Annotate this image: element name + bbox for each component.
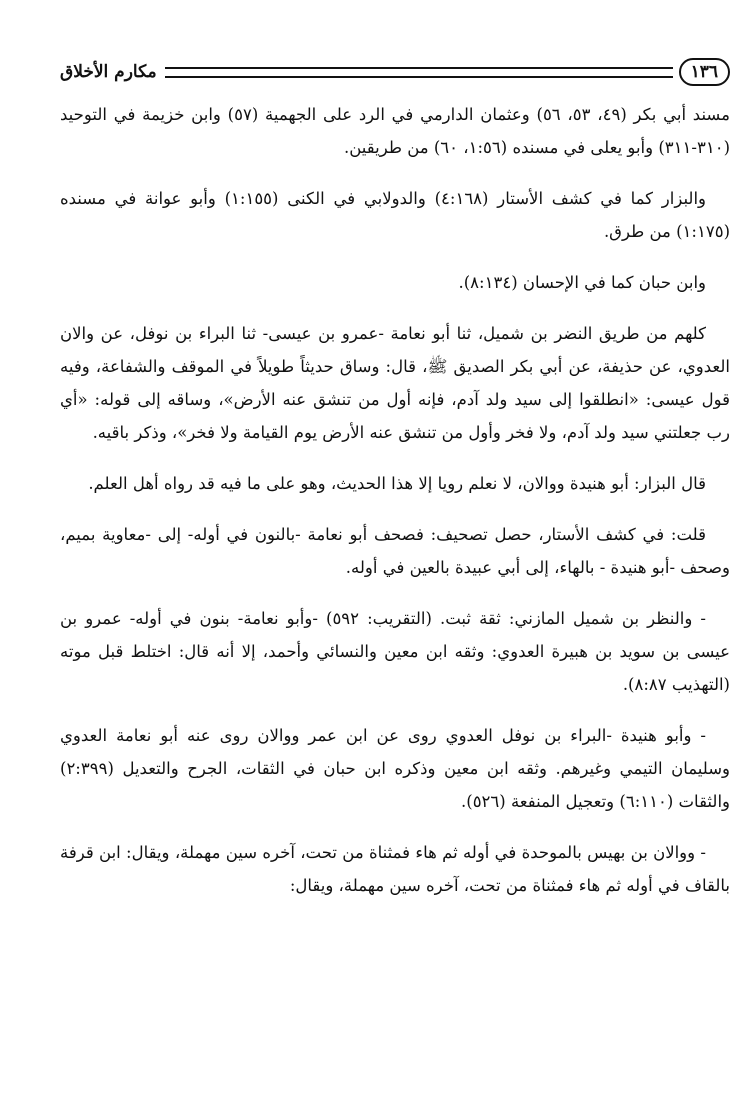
paragraph-8: - وأبو هنيدة -البراء بن نوفل العدوي روى عن ابن عمر ووالان روى عنه أبو نعامة العدوي وسليمان التيمي وغيرهم. وثقه ابن معين وذكره ابن حبان في الثقات، الجرح والتعديل (٢:٣٩٩) والثقات (٦:١١٠) وتعجيل المنفعة (٥٢٦). bbox=[60, 726, 730, 811]
paragraph-9: - ووالان بن بهيس بالموحدة في أوله ثم هاء فمثناة من تحت، آخره سين مهملة، ويقال: ابن قرفة بالقاف في أوله ثم هاء فمثناة من تحت، آخره سين مهملة، ويقال: bbox=[60, 843, 730, 895]
paragraph-6: قلت: في كشف الأستار، حصل تصحيف: فصحف أبو نعامة -بالنون في أوله- إلى -معاوية بميم، وصحف -أبو هنيدة - بالهاء، إلى أبي عبيدة بالعين في أوله. bbox=[60, 525, 730, 577]
page-header bbox=[60, 52, 730, 92]
paragraph-1: مسند أبي بكر (٤٩، ٥٣، ٥٦) وعثمان الدارمي في الرد على الجهمية (٥٧) وابن خزيمة في التوحيد (٣١٠-٣١١) وأبو يعلى في مسنده (١:٥٦، ٦٠) من طريقين. bbox=[60, 105, 730, 157]
paragraph-7: - والنظر بن شميل المازني: ثقة ثبت. (التقريب: ٥٩٢) -وأبو نعامة- بنون في أوله- عمرو بن عيسى بن سويد بن هبيرة العدوي: وثقه ابن معين والنسائي وأحمد، إلا أنه قال: اختلط قبل موته (التهذيب ٨:٨٧). bbox=[60, 609, 730, 694]
paragraph-5: قال البزار: أبو هنيدة ووالان، لا نعلم رويا إلا هذا الحديث، وهو على ما فيه قد رواه أهل العلم. bbox=[88, 474, 706, 493]
paragraph-2: والبزار كما في كشف الأستار (٤:١٦٨) والدولابي في الكنى (١:١٥٥) وأبو عوانة في مسنده (١:١٧٥) من طرق. bbox=[60, 189, 730, 241]
page-body bbox=[60, 98, 730, 902]
paragraph-3: وابن حبان كما في الإحسان (٨:١٣٤). bbox=[458, 273, 706, 292]
page-number: ١٣٦ bbox=[679, 58, 730, 86]
running-title: مكارم الأخلاق bbox=[60, 62, 157, 82]
header-double-rule bbox=[165, 67, 673, 78]
paragraph-4: كلهم من طريق النضر بن شميل، ثنا أبو نعامة -عمرو بن عيسى- ثنا البراء بن نوفل، عن والان العدوي، عن حذيفة، عن أبي بكر الصديق ﷺ، قال: وساق حديثاً طويلاً في الموقف والشفاعة، وفيه قول عيسى: «انطلقوا إلى سيد ولد آدم، فإنه أول من تنشق عنه الأرض»، وساقه إلى قوله: «أي رب جعلتني سيد ولد آدم، ولا فخر وأول من تنشق عنه الأرض يوم القيامة ولا فخر»، وذكر باقيه. bbox=[60, 324, 730, 442]
book-page bbox=[60, 52, 730, 920]
